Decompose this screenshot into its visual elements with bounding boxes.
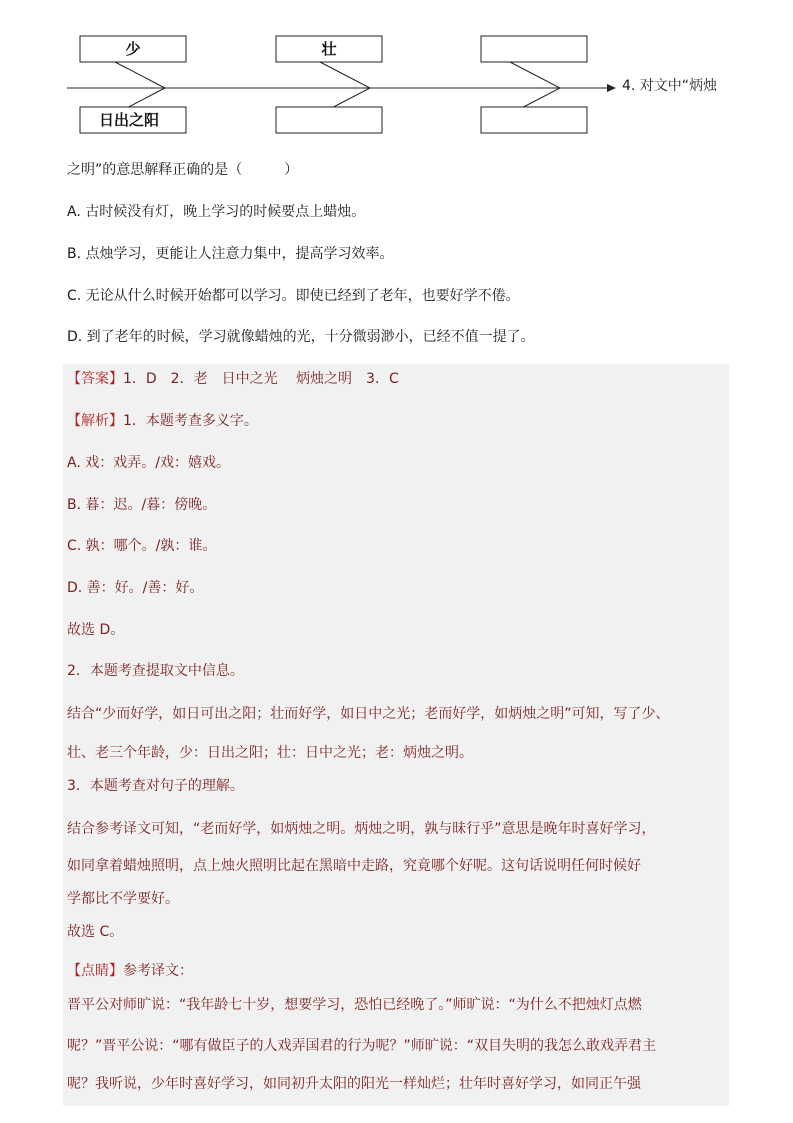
- option-a: A. 古时候没有灯，晚上学习的时候要点上蜡烛。: [67, 204, 366, 220]
- top-box-3: [481, 36, 587, 62]
- analysis-line-12: 如同拿着蜡烛照明，点上烛火照明比起在黑暗中走路，究竟哪个好呢。这句话说明任何时候好: [67, 858, 641, 874]
- analysis-text-1: 1．本题考查多义字。: [123, 413, 258, 429]
- analysis-line-6: 故选 D。: [67, 622, 125, 638]
- bottom-box-3: [481, 107, 587, 133]
- answer-tag: 【答案】: [67, 371, 123, 387]
- analysis-tag: 【解析】: [67, 413, 123, 429]
- analysis-line-5: D. 善：好。/善：好。: [67, 580, 204, 596]
- analysis-line-14: 故选 C。: [67, 924, 124, 940]
- analysis-line-8: 结合“少而好学，如日可出之阳；壮而好学，如日中之光；老而好学，如炳烛之明”可知，写了少、: [67, 706, 670, 722]
- translation-line-1: 晋平公对师旷说：“我年龄七十岁，想要学习，恐怕已经晚了。”师旷说：“为什么不把烛灯点燃: [67, 997, 642, 1013]
- top-box-1-label: 少: [125, 40, 141, 58]
- analysis-line-13: 学都比不学要好。: [67, 891, 179, 907]
- tips-line-1: [67, 962, 193, 980]
- option-d: D. 到了老年的时候，学习就像蜡烛的光，十分微弱渺小，已经不值一提了。: [67, 329, 535, 345]
- question-4-label: 4. 对文中“炳烛: [622, 78, 718, 94]
- analysis-line-1: [67, 412, 258, 430]
- tips-tag: 【点睛】: [67, 963, 123, 979]
- answer-analysis-panel: [63, 364, 729, 1106]
- arrow-head: [607, 84, 616, 92]
- bottom-box-2: [276, 107, 382, 133]
- translation-line-2: 呢？”晋平公说：“哪有做臣子的人戏弄国君的行为呢？”师旷说：“双目失明的我怎么敢戏弄君主: [67, 1038, 657, 1054]
- analysis-line-2: A. 戏：戏弄。/戏：嬉戏。: [67, 455, 230, 471]
- answer-line: [67, 370, 399, 388]
- analysis-line-4: C. 孰：哪个。/孰：谁。: [67, 538, 217, 554]
- analysis-line-7: 2．本题考查提取文中信息。: [67, 663, 244, 679]
- age-diagram: [0, 0, 793, 150]
- analysis-line-11: 结合参考译文可知，“老而好学，如炳烛之明。炳烛之明，孰与昧行乎”意思是晚年时喜好学习，: [67, 821, 656, 837]
- analysis-line-10: 3．本题考查对句子的理解。: [67, 778, 244, 794]
- bottom-box-1-label: 日出之阳: [98, 111, 160, 129]
- question-stem: 之明”的意思解释正确的是（ ）: [67, 162, 299, 178]
- answer-text: 1．D 2．老 日中之光 炳烛之明 3．C: [123, 371, 399, 387]
- analysis-line-3: B. 暮：迟。/暮：傍晚。: [67, 497, 217, 513]
- translation-line-3: 呢？我听说，少年时喜好学习，如同初升太阳的阳光一样灿烂；壮年时喜好学习，如同正午强: [67, 1076, 641, 1092]
- top-box-2-label: 壮: [321, 40, 337, 58]
- option-b: B. 点烛学习，更能让人注意力集中，提高学习效率。: [67, 246, 394, 262]
- analysis-line-9: 壮、老三个年龄，少：日出之阳；壮：日中之光；老：炳烛之明。: [67, 745, 473, 761]
- tips-intro: 参考译文：: [123, 963, 193, 979]
- option-c: C. 无论从什么时候开始都可以学习。即使已经到了老年，也要好学不倦。: [67, 288, 520, 304]
